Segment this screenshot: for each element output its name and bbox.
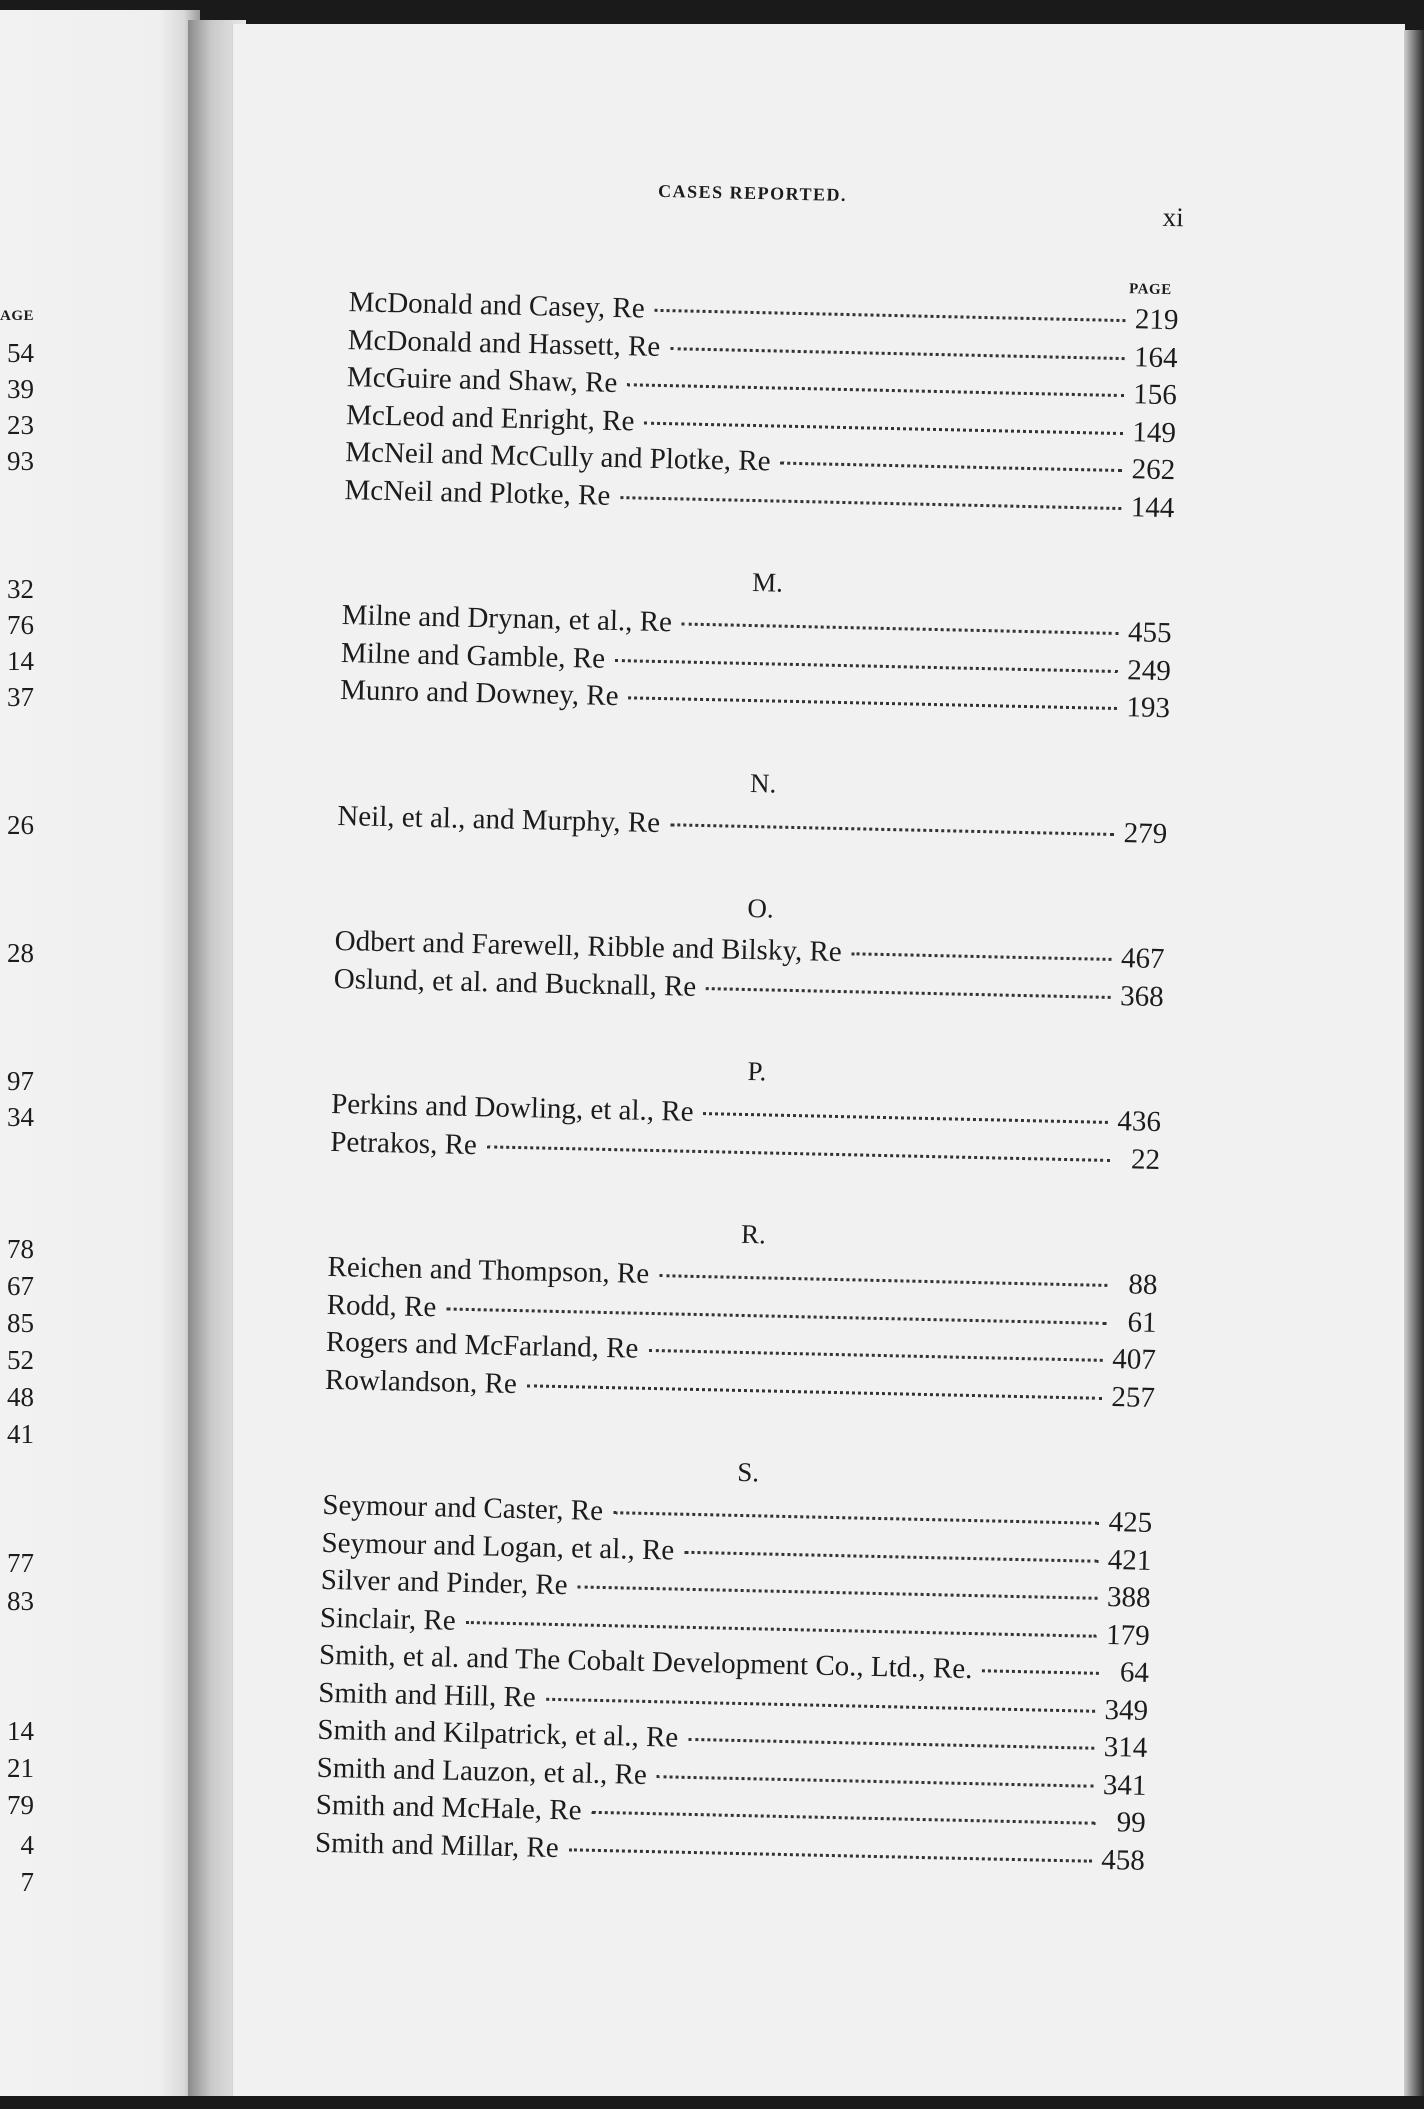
case-page-number: 64 [1119, 1656, 1150, 1689]
case-name: Rowlandson, Re [324, 1363, 518, 1400]
case-name: McDonald and Casey, Re [348, 286, 646, 325]
case-name: Sinclair, Re [319, 1601, 457, 1637]
case-name: McNeil and McCully and Plotke, Re [345, 436, 771, 478]
case-name: Silver and Pinder, Re [320, 1563, 568, 1602]
case-page-number: 249 [1126, 653, 1172, 687]
dot-leader [620, 496, 1121, 510]
case-page-number: 407 [1111, 1343, 1157, 1376]
section-letter: O. [747, 892, 774, 924]
previous-page-number: 54 [7, 338, 34, 368]
case-name: McDonald and Hassett, Re [347, 323, 661, 363]
previous-page-number: 41 [7, 1419, 34, 1449]
case-page-number: 436 [1117, 1105, 1162, 1139]
dot-leader [527, 1384, 1102, 1400]
case-page-number: 156 [1132, 378, 1178, 412]
case-page-number: 61 [1127, 1305, 1157, 1339]
case-name: Milne and Gamble, Re [340, 636, 606, 675]
dot-leader [706, 987, 1110, 999]
case-page-number: 388 [1106, 1580, 1151, 1614]
dot-leader [546, 1697, 1095, 1712]
case-name: Seymour and Caster, Re [322, 1488, 604, 1527]
dot-leader [982, 1669, 1099, 1675]
previous-page-number: 39 [7, 374, 34, 404]
previous-page-number: 67 [7, 1271, 34, 1301]
case-name: Petrakos, Re [329, 1125, 478, 1161]
dot-leader [648, 1349, 1102, 1362]
dot-leader [613, 1511, 1099, 1525]
dot-leader [628, 696, 1116, 710]
case-page-number: 314 [1103, 1730, 1148, 1764]
case-page-number: 99 [1116, 1806, 1147, 1839]
previous-page-number: 26 [7, 810, 34, 840]
case-page-number: 455 [1127, 616, 1172, 650]
case-page-number: 22 [1130, 1142, 1161, 1176]
previous-page-number: 93 [7, 446, 34, 476]
dot-leader [670, 347, 1124, 360]
dot-leader [684, 1550, 1098, 1562]
case-page-number: 458 [1100, 1843, 1146, 1877]
dot-leader [466, 1621, 1097, 1638]
page-folio: xi [1162, 201, 1185, 233]
case-page-number: 349 [1104, 1693, 1149, 1727]
previous-page-number: 83 [7, 1586, 34, 1616]
case-page-number: 219 [1134, 303, 1179, 337]
dot-leader [703, 1112, 1107, 1124]
dot-leader [592, 1811, 1096, 1825]
case-page-number: 368 [1119, 979, 1165, 1013]
case-name: Smith, et al. and The Cobalt Development Co., Ltd., Re. [318, 1638, 973, 1686]
case-name: Smith and Kilpatrick, et al., Re [317, 1713, 679, 1754]
case-page-number: 341 [1102, 1768, 1147, 1802]
case-page-number: 257 [1111, 1380, 1156, 1414]
section-letter: N. [749, 767, 777, 799]
case-name: Smith and McHale, Re [315, 1788, 582, 1827]
previous-page-number: 28 [7, 938, 34, 968]
case-name: Neil, et al., and Murphy, Re [337, 799, 661, 839]
dot-leader [852, 952, 1111, 961]
dot-leader [578, 1585, 1098, 1599]
previous-page-number: 32 [7, 574, 34, 604]
case-name: Smith and Hill, Re [317, 1676, 537, 1714]
case-name: Odbert and Farewell, Ribble and Bilsky, Re [334, 924, 843, 969]
case-page-number: 279 [1123, 816, 1168, 850]
previous-page-number: 48 [7, 1382, 34, 1412]
dot-leader [682, 622, 1118, 635]
section-letter: R. [740, 1218, 767, 1250]
previous-page-number: 4 [20, 1830, 34, 1860]
case-page-number: 88 [1128, 1268, 1158, 1302]
previous-page-number: 21 [7, 1753, 34, 1783]
previous-page-number: 77 [7, 1548, 34, 1578]
dot-leader [615, 659, 1117, 673]
case-name: Rodd, Re [326, 1288, 437, 1323]
previous-page-header: AGE [0, 308, 34, 324]
dot-leader [627, 383, 1123, 397]
case-name: Milne and Drynan, et al., Re [341, 599, 673, 639]
previous-page-number: 85 [7, 1308, 34, 1338]
case-page-number: 179 [1105, 1618, 1151, 1652]
dot-leader [655, 309, 1125, 322]
dot-leader [644, 421, 1122, 434]
previous-page-number: 78 [7, 1234, 34, 1264]
dot-leader [670, 823, 1114, 836]
case-page-number: 193 [1126, 691, 1171, 725]
case-page-number: 425 [1108, 1506, 1153, 1539]
dot-leader [780, 462, 1121, 472]
previous-page-number: 97 [7, 1066, 34, 1096]
case-name: McLeod and Enright, Re [345, 398, 635, 437]
page-edge [1404, 30, 1424, 2096]
case-name: Perkins and Dowling, et al., Re [330, 1087, 694, 1128]
case-page-number: 144 [1130, 490, 1175, 524]
dot-leader [688, 1738, 1094, 1750]
book-page [232, 24, 1405, 2096]
case-name: Oslund, et al. and Bucknall, Re [333, 962, 697, 1003]
case-name: Munro and Downey, Re [339, 674, 619, 713]
dot-leader [487, 1145, 1110, 1162]
previous-page-number: 76 [7, 610, 34, 640]
cases-list [315, 284, 1179, 1880]
previous-page-number: 14 [7, 646, 34, 676]
previous-page-number: 52 [7, 1345, 34, 1375]
dot-leader [657, 1775, 1093, 1788]
running-head: CASES REPORTED. [657, 180, 848, 205]
case-name: Smith and Lauzon, et al., Re [316, 1751, 648, 1791]
case-page-number: 467 [1120, 942, 1165, 976]
page-content [210, 12, 1424, 2109]
section-letter: P. [747, 1056, 767, 1087]
case-name: Smith and Millar, Re [314, 1826, 560, 1864]
previous-page-number: 23 [7, 410, 34, 440]
dot-leader [446, 1307, 1106, 1324]
section-letter: S. [736, 1456, 760, 1488]
page-column-label: PAGE [1128, 281, 1172, 299]
section-letter: M. [751, 567, 784, 598]
dot-leader [569, 1848, 1092, 1862]
previous-page-number: 79 [7, 1790, 34, 1820]
case-name: Rogers and McFarland, Re [325, 1325, 639, 1365]
case-page-number: 164 [1133, 340, 1178, 374]
case-page-number: 421 [1107, 1543, 1152, 1577]
case-name: Seymour and Logan, et al., Re [321, 1526, 675, 1567]
case-name: Reichen and Thompson, Re [327, 1250, 650, 1290]
dot-leader [659, 1274, 1107, 1287]
previous-page-number: 14 [7, 1716, 34, 1746]
case-page-number: 262 [1131, 453, 1176, 487]
case-name: McNeil and Plotke, Re [344, 473, 611, 512]
previous-page-number: 37 [7, 682, 34, 712]
previous-page-number: 34 [7, 1102, 34, 1132]
previous-page [0, 10, 200, 2096]
previous-page-number: 7 [20, 1867, 34, 1897]
case-page-number: 149 [1132, 415, 1177, 449]
case-name: McGuire and Shaw, Re [346, 361, 618, 400]
